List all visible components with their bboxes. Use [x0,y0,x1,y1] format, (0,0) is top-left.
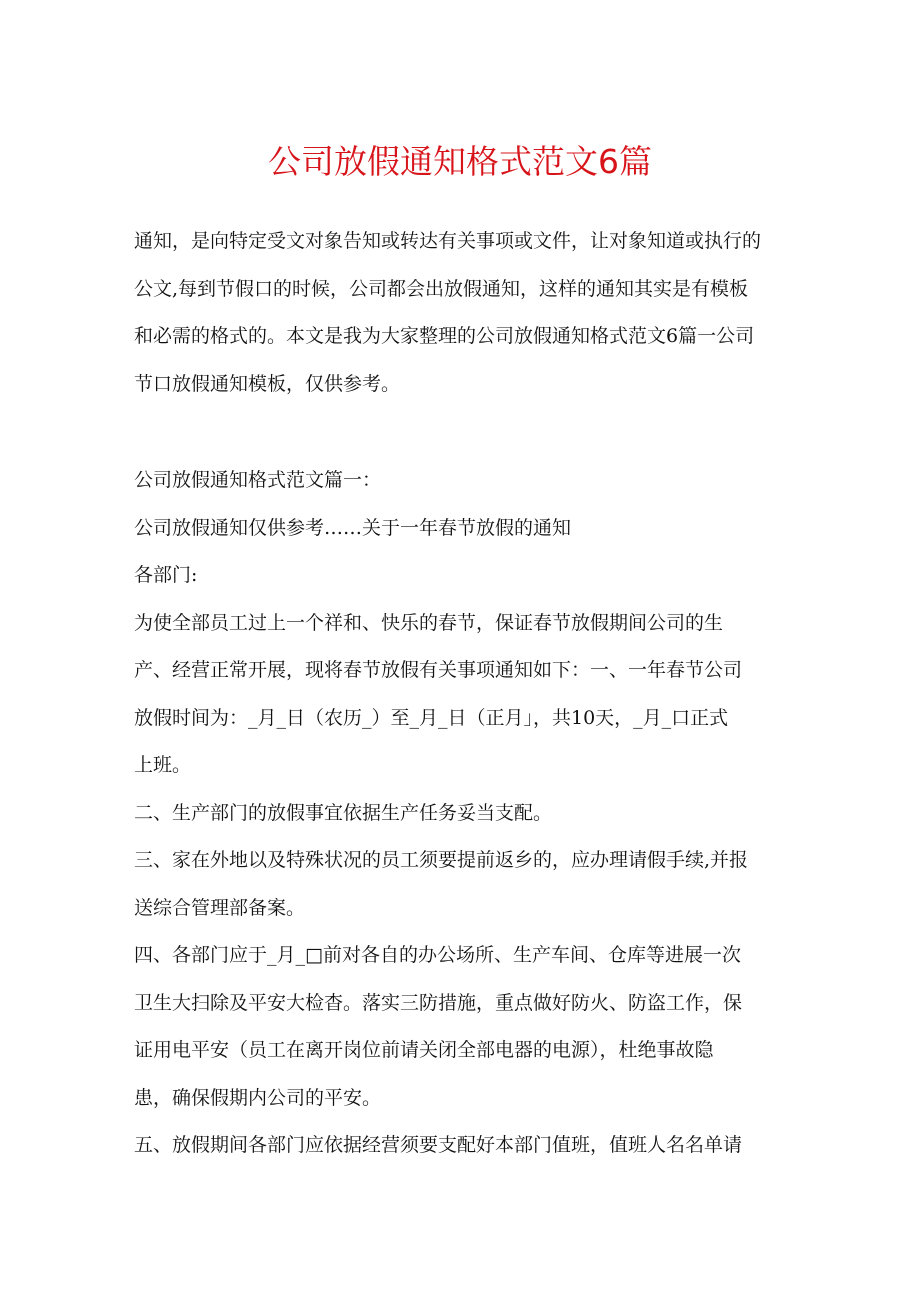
body-line: 二、生产部门的放假事宜依据生产任务妥当支配。 [134,801,553,824]
body-line: 上班。 [134,754,192,776]
body-line: 四、各部门应于_月_□前对各自的办公场所、生产车间、仓库等进展一次 [134,944,741,966]
body-line: 为使全部员工过上一个祥和、快乐的春节，保证春节放假期间公司的生 [134,611,724,634]
intro-line: 和必需的格式的。本文是我为大家整理的公司放假通知格式范文6篇一公司 [134,325,755,347]
intro-line: 公文,每到节假口的时候，公司都会出放假通知，这样的通知其实是有模板 [134,277,749,300]
body-line: 患，确保假期内公司的平安。 [134,1086,382,1109]
body-line: 证用电平安（员工在离开岗位前请关闭全部电器的电源），杜绝事故隐 [134,1039,714,1061]
notice-body [134,457,794,1170]
salutation: 各部门: [134,564,198,586]
section-heading: 公司放假通知格式范文篇一： [134,469,382,491]
notice-heading: 公司放假通知仅供参考……关于一年春节放假的通知 [134,516,572,539]
body-line: 送综合管理部备案。 [134,896,306,919]
intro-line: 节口放假通知模板，仅供参考。 [134,372,401,395]
body-line: 三、家在外地以及特殊状况的员工须要提前返乡的，应办理请假手续,并报 [134,849,749,871]
body-line: 卫生大扫除及平安大检杳。落实三防措施，重点做好防火、防盗工作，保 [134,991,743,1014]
body-line: 产、经营正常开展，现将春节放假有关事项通知如下：一、一年春节公司 [134,659,743,681]
intro-paragraph [134,218,794,408]
body-line: 五、放假期间各部门应依据经营须要支配好本部门值班，值班人名名单请 [134,1134,743,1156]
body-line: 放假时间为：_月_日（农历_）至_月_日（正月」，共10天，_月_口正式 [134,706,729,729]
document-title: 公司放假通知格式范文6篇 [268,142,652,181]
intro-line: 通知，是向特定受文对象告知或转达有关事项或文件，让对象知道或执行的 [134,230,762,252]
